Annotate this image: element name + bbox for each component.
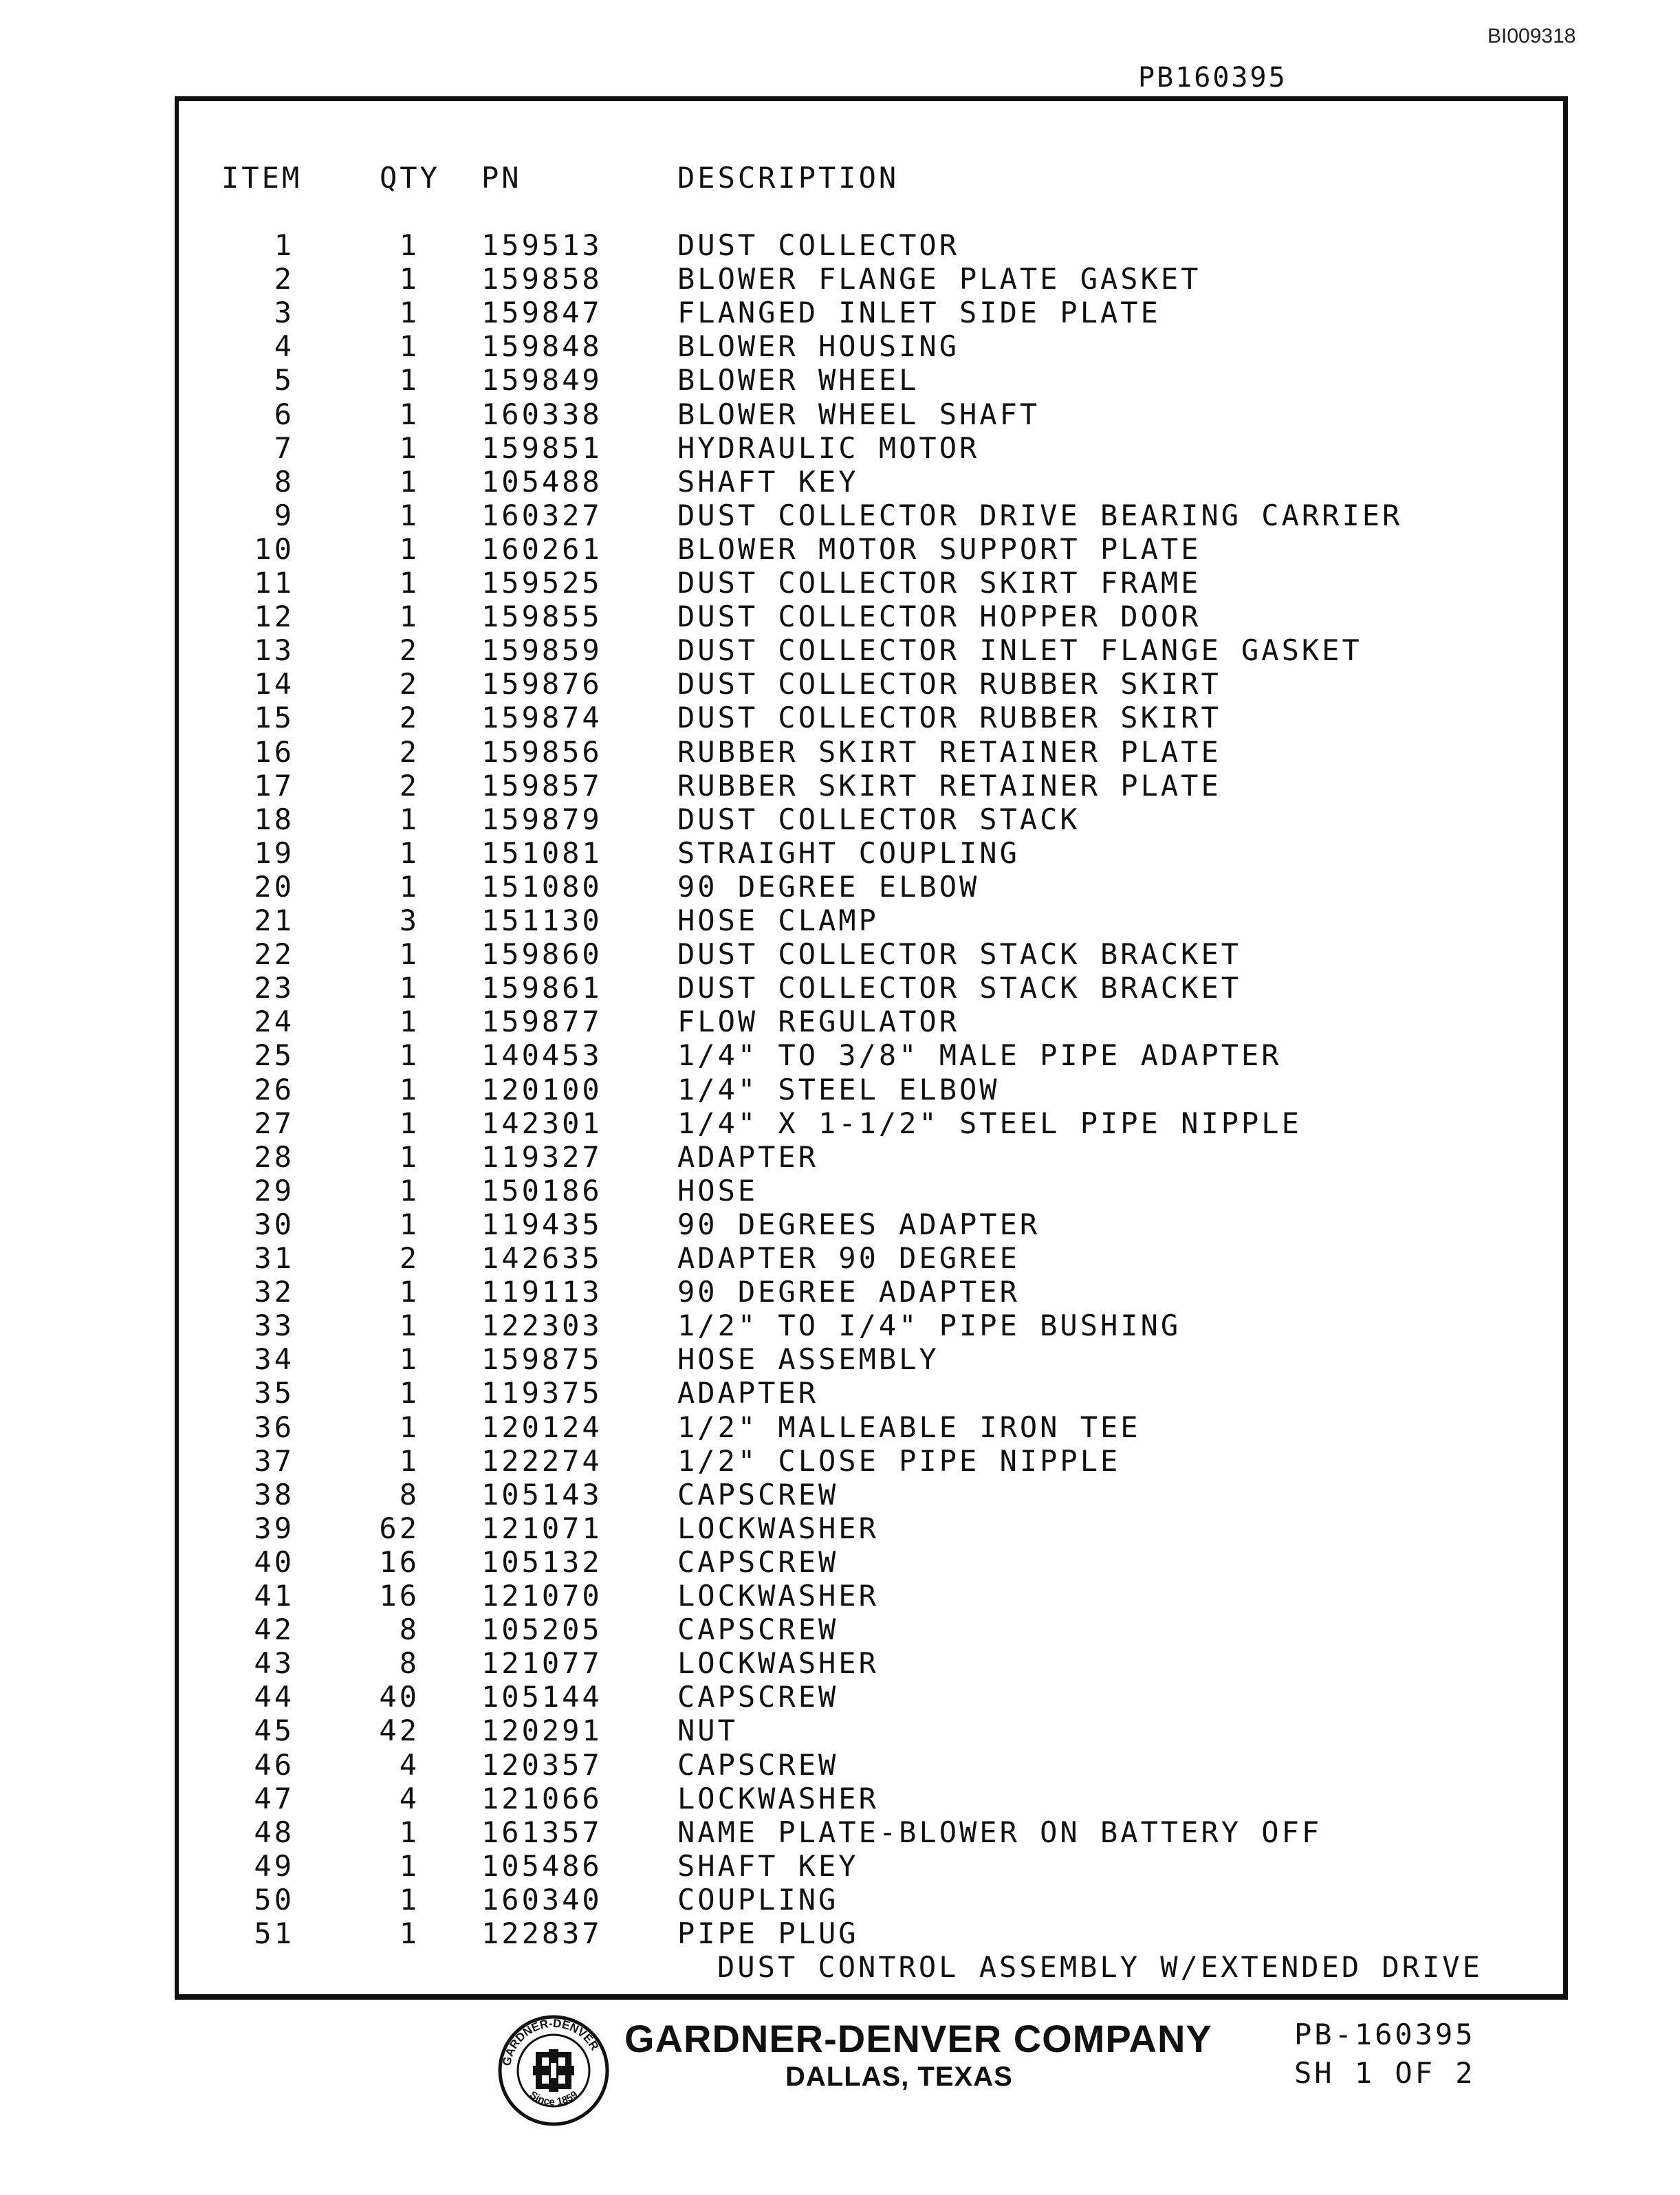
item-quantity: 4 — [399, 1747, 419, 1782]
item-quantity: 1 — [399, 1072, 419, 1106]
table-row — [0, 1478, 1680, 1511]
part-description: COUPLING — [677, 1882, 839, 1916]
part-number: 159861 — [481, 971, 602, 1005]
item-number: 5 — [274, 363, 294, 397]
part-number: 142301 — [481, 1106, 602, 1140]
item-quantity: 1 — [399, 1005, 419, 1039]
item-quantity: 1 — [399, 296, 419, 330]
part-number: 120291 — [481, 1714, 602, 1748]
part-description: BLOWER MOTOR SUPPORT PLATE — [677, 532, 1201, 566]
part-description: BLOWER WHEEL SHAFT — [677, 397, 1040, 431]
part-number: 122837 — [481, 1916, 602, 1950]
part-description: DUST COLLECTOR STACK BRACKET — [677, 937, 1242, 972]
item-number: 23 — [254, 971, 294, 1005]
part-number: 105132 — [481, 1544, 602, 1579]
part-description: 90 DEGREE ADAPTER — [677, 1275, 1020, 1309]
part-number: 159855 — [481, 600, 602, 634]
item-quantity: 2 — [399, 667, 419, 701]
table-row — [0, 499, 1680, 532]
item-quantity: 4 — [399, 1781, 419, 1815]
company-location: DALLAS, TEXAS — [785, 2062, 1013, 2092]
part-description: SHAFT KEY — [677, 1848, 859, 1883]
part-description: DUST COLLECTOR SKIRT FRAME — [677, 566, 1201, 600]
table-row — [0, 1342, 1680, 1376]
part-number: 119375 — [481, 1376, 602, 1410]
part-number: 151130 — [481, 904, 602, 937]
item-number: 18 — [254, 802, 294, 836]
part-number: 121070 — [481, 1579, 602, 1613]
item-number: 11 — [254, 566, 294, 600]
table-row — [0, 1782, 1680, 1815]
item-number: 26 — [254, 1072, 294, 1106]
table-row — [0, 1241, 1680, 1275]
part-number: 159875 — [481, 1342, 602, 1377]
table-row — [0, 1680, 1680, 1714]
part-description: BLOWER FLANGE PLATE GASKET — [677, 262, 1201, 296]
table-row — [0, 1579, 1680, 1613]
item-number: 25 — [254, 1038, 294, 1073]
column-header-pn: PN — [481, 161, 522, 195]
item-quantity: 8 — [399, 1613, 419, 1647]
part-number: 120357 — [481, 1747, 602, 1782]
table-row — [0, 1613, 1680, 1646]
item-quantity: 1 — [399, 802, 419, 836]
part-description: DUST COLLECTOR RUBBER SKIRT — [677, 667, 1221, 701]
table-row — [0, 431, 1680, 465]
part-description: DUST COLLECTOR DRIVE BEARING CARRIER — [677, 498, 1403, 532]
item-quantity: 1 — [399, 430, 419, 465]
item-quantity: 1 — [399, 971, 419, 1005]
svg-text:Since 1859: Since 1859 — [527, 2088, 580, 2108]
item-quantity: 8 — [399, 1646, 419, 1681]
item-quantity: 1 — [399, 498, 419, 532]
item-number: 44 — [254, 1680, 294, 1714]
item-quantity: 1 — [399, 1038, 419, 1073]
part-number: 160340 — [481, 1882, 602, 1916]
table-row — [0, 397, 1680, 431]
item-quantity: 3 — [399, 904, 419, 937]
table-row — [0, 870, 1680, 904]
part-description: DUST COLLECTOR STACK BRACKET — [677, 971, 1242, 1005]
item-number: 46 — [254, 1747, 294, 1782]
item-number: 34 — [254, 1342, 294, 1377]
item-quantity: 1 — [399, 1410, 419, 1444]
part-number: 159874 — [481, 701, 602, 735]
part-book-number-top: PB160395 — [1138, 62, 1287, 94]
part-number: 160338 — [481, 397, 602, 431]
item-number: 48 — [254, 1815, 294, 1849]
table-row — [0, 633, 1680, 667]
item-quantity: 1 — [399, 869, 419, 904]
item-quantity: 1 — [399, 228, 419, 262]
part-number: 105144 — [481, 1680, 602, 1714]
item-quantity: 1 — [399, 1342, 419, 1377]
table-row — [0, 1815, 1680, 1849]
item-number: 38 — [254, 1477, 294, 1511]
table-row — [0, 1410, 1680, 1444]
part-description: 90 DEGREE ELBOW — [677, 869, 980, 904]
part-description: DUST COLLECTOR STACK — [677, 802, 1080, 836]
part-description: PIPE PLUG — [677, 1916, 859, 1950]
gardner-denver-seal-logo — [497, 2013, 611, 2128]
item-number: 14 — [254, 667, 294, 701]
part-description: LOCKWASHER — [677, 1646, 879, 1681]
part-description: RUBBER SKIRT RETAINER PLATE — [677, 734, 1221, 769]
part-number: 159848 — [481, 329, 602, 364]
item-quantity: 1 — [399, 836, 419, 870]
part-number: 142635 — [481, 1241, 602, 1275]
table-row — [0, 1376, 1680, 1410]
table-row — [0, 1714, 1680, 1747]
item-number: 39 — [254, 1511, 294, 1545]
part-number: 105205 — [481, 1613, 602, 1647]
item-number: 1 — [274, 228, 294, 262]
table-row — [0, 363, 1680, 397]
part-description: 90 DEGREES ADAPTER — [677, 1207, 1040, 1241]
part-description: CAPSCREW — [677, 1680, 839, 1714]
part-description: HOSE ASSEMBLY — [677, 1342, 939, 1377]
item-quantity: 1 — [399, 1139, 419, 1174]
table-row — [0, 296, 1680, 329]
company-name: GARDNER-DENVER COMPANY — [624, 2017, 1212, 2060]
part-description: DUST COLLECTOR HOPPER DOOR — [677, 600, 1201, 634]
part-description: ADAPTER — [677, 1139, 819, 1174]
part-description: RUBBER SKIRT RETAINER PLATE — [677, 768, 1221, 802]
part-description: FLANGED INLET SIDE PLATE — [677, 296, 1161, 330]
item-number: 3 — [274, 296, 294, 330]
table-row — [0, 1849, 1680, 1883]
table-row — [0, 532, 1680, 566]
item-number: 32 — [254, 1275, 294, 1309]
item-quantity: 40 — [379, 1680, 419, 1714]
table-row — [0, 701, 1680, 734]
item-number: 47 — [254, 1781, 294, 1815]
item-number: 6 — [274, 397, 294, 431]
table-row — [0, 836, 1680, 870]
item-quantity: 1 — [399, 532, 419, 566]
item-quantity: 2 — [399, 701, 419, 735]
part-description: CAPSCREW — [677, 1544, 839, 1579]
part-number: 160327 — [481, 498, 602, 532]
document-id: BI009318 — [1487, 25, 1576, 47]
item-quantity: 16 — [379, 1544, 419, 1579]
table-row — [0, 1916, 1680, 1950]
table-row — [0, 1444, 1680, 1478]
item-quantity: 1 — [399, 1106, 419, 1140]
item-quantity: 1 — [399, 464, 419, 499]
item-quantity: 42 — [379, 1714, 419, 1748]
part-description: 1/4" X 1-1/2" STEEL PIPE NIPPLE — [677, 1106, 1302, 1140]
item-number: 10 — [254, 532, 294, 566]
part-number: 122274 — [481, 1443, 602, 1478]
table-row — [0, 1275, 1680, 1309]
item-number: 15 — [254, 701, 294, 735]
part-number: 159857 — [481, 768, 602, 802]
item-number: 35 — [254, 1376, 294, 1410]
part-description: HYDRAULIC MOTOR — [677, 430, 980, 465]
table-row — [0, 1038, 1680, 1072]
item-number: 49 — [254, 1848, 294, 1883]
part-number: 159851 — [481, 430, 602, 465]
item-number: 2 — [274, 262, 294, 296]
item-number: 4 — [274, 329, 294, 364]
part-number: 105143 — [481, 1477, 602, 1511]
item-quantity: 1 — [399, 1207, 419, 1241]
item-quantity: 2 — [399, 633, 419, 668]
part-description: 1/2" TO I/4" PIPE BUSHING — [677, 1309, 1181, 1343]
item-quantity: 1 — [399, 1376, 419, 1410]
item-number: 29 — [254, 1173, 294, 1208]
item-number: 30 — [254, 1207, 294, 1241]
table-row — [0, 904, 1680, 937]
item-quantity: 1 — [399, 363, 419, 397]
column-header-description: DESCRIPTION — [677, 161, 899, 195]
table-row — [0, 1646, 1680, 1680]
item-number: 9 — [274, 498, 294, 532]
item-quantity: 1 — [399, 1882, 419, 1916]
assembly-title: DUST CONTROL ASSEMBLY W/EXTENDED DRIVE — [717, 1950, 1483, 1984]
item-number: 17 — [254, 768, 294, 802]
item-number: 50 — [254, 1882, 294, 1916]
item-number: 40 — [254, 1544, 294, 1579]
item-quantity: 2 — [399, 734, 419, 769]
part-number: 105486 — [481, 1848, 602, 1883]
item-quantity: 1 — [399, 937, 419, 972]
table-row — [0, 1106, 1680, 1140]
part-description: 1/2" CLOSE PIPE NIPPLE — [677, 1443, 1121, 1478]
part-description: CAPSCREW — [677, 1747, 839, 1782]
part-description: HOSE — [677, 1173, 759, 1208]
item-number: 22 — [254, 937, 294, 972]
part-number: 119435 — [481, 1207, 602, 1241]
item-quantity: 2 — [399, 768, 419, 802]
part-number: 159513 — [481, 228, 602, 262]
part-number: 121077 — [481, 1646, 602, 1681]
part-description: BLOWER HOUSING — [677, 329, 960, 364]
part-number: 159525 — [481, 566, 602, 600]
part-number: 159856 — [481, 734, 602, 769]
item-quantity: 8 — [399, 1477, 419, 1511]
part-description: DUST COLLECTOR RUBBER SKIRT — [677, 701, 1221, 735]
sheet-number: SH 1 OF 2 — [1294, 2056, 1476, 2090]
table-row — [0, 1545, 1680, 1579]
part-number: 159877 — [481, 1005, 602, 1039]
part-number: 159859 — [481, 633, 602, 668]
item-number: 42 — [254, 1613, 294, 1647]
item-number: 24 — [254, 1005, 294, 1039]
item-number: 21 — [254, 904, 294, 937]
item-quantity: 1 — [399, 1848, 419, 1883]
part-description: 1/4" TO 3/8" MALE PIPE ADAPTER — [677, 1038, 1282, 1073]
part-description: CAPSCREW — [677, 1477, 839, 1511]
item-number: 36 — [254, 1410, 294, 1444]
item-number: 41 — [254, 1579, 294, 1613]
part-number: 119113 — [481, 1275, 602, 1309]
table-row — [0, 566, 1680, 600]
item-number: 33 — [254, 1309, 294, 1343]
item-number: 16 — [254, 734, 294, 769]
item-quantity: 1 — [399, 1443, 419, 1478]
item-number: 51 — [254, 1916, 294, 1950]
item-quantity: 1 — [399, 1173, 419, 1208]
part-description: LOCKWASHER — [677, 1511, 879, 1545]
table-row — [0, 1309, 1680, 1342]
part-number: 122303 — [481, 1309, 602, 1343]
item-number: 12 — [254, 600, 294, 634]
part-number: 159847 — [481, 296, 602, 330]
item-number: 28 — [254, 1139, 294, 1174]
item-number: 37 — [254, 1443, 294, 1478]
part-number: 159858 — [481, 262, 602, 296]
part-description: DUST COLLECTOR — [677, 228, 960, 262]
item-quantity: 1 — [399, 262, 419, 296]
item-quantity: 1 — [399, 600, 419, 634]
column-header-qty: QTY — [380, 161, 440, 195]
table-row — [0, 1174, 1680, 1208]
part-description: 1/4" STEEL ELBOW — [677, 1072, 1000, 1106]
item-number: 13 — [254, 633, 294, 668]
part-book-number-bottom: PB-160395 — [1294, 2018, 1476, 2051]
item-number: 27 — [254, 1106, 294, 1140]
table-row — [0, 937, 1680, 971]
part-number: 119327 — [481, 1139, 602, 1174]
item-number: 31 — [254, 1241, 294, 1275]
part-number: 150186 — [481, 1173, 602, 1208]
item-quantity: 1 — [399, 329, 419, 364]
table-row — [0, 1511, 1680, 1545]
table-row — [0, 735, 1680, 769]
table-row — [0, 802, 1680, 836]
table-row — [0, 667, 1680, 701]
item-number: 19 — [254, 836, 294, 870]
part-number: 120100 — [481, 1072, 602, 1106]
item-number: 43 — [254, 1646, 294, 1681]
item-quantity: 1 — [399, 566, 419, 600]
part-description: CAPSCREW — [677, 1613, 839, 1647]
part-description: NAME PLATE-BLOWER ON BATTERY OFF — [677, 1815, 1322, 1849]
part-description: NUT — [677, 1714, 738, 1748]
item-quantity: 2 — [399, 1241, 419, 1275]
table-row — [0, 1883, 1680, 1916]
table-row — [0, 600, 1680, 633]
column-header-item: ITEM — [221, 161, 303, 195]
part-description: BLOWER WHEEL — [677, 363, 919, 397]
part-number: 159849 — [481, 363, 602, 397]
part-number: 160261 — [481, 532, 602, 566]
item-quantity: 62 — [379, 1511, 419, 1545]
item-quantity: 1 — [399, 1916, 419, 1950]
table-row — [0, 1073, 1680, 1106]
part-number: 120124 — [481, 1410, 602, 1444]
part-description: LOCKWASHER — [677, 1579, 879, 1613]
item-quantity: 16 — [379, 1579, 419, 1613]
table-row — [0, 465, 1680, 499]
item-quantity: 1 — [399, 1309, 419, 1343]
part-number: 161357 — [481, 1815, 602, 1849]
part-description: HOSE CLAMP — [677, 904, 879, 937]
item-quantity: 1 — [399, 1275, 419, 1309]
table-row — [0, 262, 1680, 296]
item-quantity: 1 — [399, 1815, 419, 1849]
part-description: LOCKWASHER — [677, 1781, 879, 1815]
part-description: 1/2" MALLEABLE IRON TEE — [677, 1410, 1141, 1444]
part-description: STRAIGHT COUPLING — [677, 836, 1020, 870]
item-number: 8 — [274, 464, 294, 499]
part-number: 159876 — [481, 667, 602, 701]
table-row — [0, 769, 1680, 802]
part-number: 121066 — [481, 1781, 602, 1815]
item-number: 7 — [274, 430, 294, 465]
part-number: 151080 — [481, 869, 602, 904]
part-description: SHAFT KEY — [677, 464, 859, 499]
part-number: 159879 — [481, 802, 602, 836]
table-row — [0, 329, 1680, 363]
part-number: 151081 — [481, 836, 602, 870]
table-row — [0, 1005, 1680, 1038]
item-quantity: 1 — [399, 397, 419, 431]
part-number: 159860 — [481, 937, 602, 972]
svg-text:GARDNER-DENVER: GARDNER-DENVER — [500, 2016, 602, 2067]
part-description: ADAPTER 90 DEGREE — [677, 1241, 1020, 1275]
part-number: 121071 — [481, 1511, 602, 1545]
table-row — [0, 1748, 1680, 1782]
item-number: 45 — [254, 1714, 294, 1748]
item-number: 20 — [254, 869, 294, 904]
part-description: DUST COLLECTOR INLET FLANGE GASKET — [677, 633, 1362, 668]
table-row — [0, 1208, 1680, 1241]
part-number: 140453 — [481, 1038, 602, 1073]
part-number: 105488 — [481, 464, 602, 499]
table-row — [0, 228, 1680, 262]
part-description: ADAPTER — [677, 1376, 819, 1410]
table-row — [0, 1140, 1680, 1174]
table-row — [0, 971, 1680, 1005]
part-description: FLOW REGULATOR — [677, 1005, 960, 1039]
